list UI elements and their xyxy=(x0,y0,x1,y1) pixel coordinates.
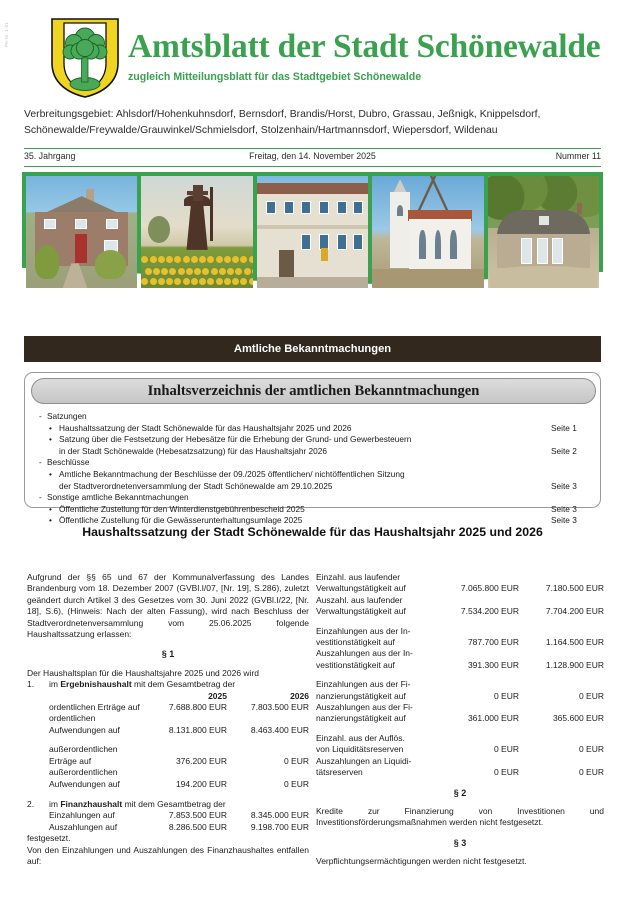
row-label-line1: Auszahlungen aus der Fi- xyxy=(316,702,413,713)
toc-entry-page: Seite 1 xyxy=(551,422,577,433)
sunflower-shape xyxy=(145,268,152,275)
sunflower-shape xyxy=(174,256,181,263)
table-row xyxy=(316,702,604,713)
paper-subtitle: zugleich Mitteilungsblatt für das Stadtgebiet Schönewalde xyxy=(128,70,422,83)
row-label-line2: nanzierungstätigkeit auf xyxy=(316,713,406,724)
sunflower-shape xyxy=(232,278,239,285)
masthead-title-block xyxy=(128,30,600,83)
section-3-label: § 3 xyxy=(453,837,467,848)
toc-entry-continuation[interactable] xyxy=(37,446,593,458)
finanzhaushalt-table xyxy=(27,810,309,833)
sunflower-shape xyxy=(199,256,206,263)
value-2026: 9.198.700 EUR xyxy=(250,821,309,832)
row-label-line2: Verwaltungstätigkeit auf xyxy=(316,606,406,617)
sunflower-shape xyxy=(199,278,206,285)
row-label-line1: außerordentlichen xyxy=(49,744,118,755)
table-cell xyxy=(519,733,604,744)
sunflower-shape xyxy=(252,268,253,275)
sunflower-shape xyxy=(207,256,214,263)
issue-volume: 35. Jahrgang xyxy=(24,151,76,161)
toc-entry-page xyxy=(551,469,593,481)
sunflower-shape xyxy=(161,268,168,275)
value-2026: 365.600 EUR xyxy=(552,713,604,724)
sunflower-shape xyxy=(183,278,190,285)
section-2-label: § 2 xyxy=(453,787,467,798)
item1-lead-pre: im xyxy=(49,679,61,690)
sunflower-shape xyxy=(249,256,253,263)
photo-banner xyxy=(22,172,603,307)
value-2026: 8.345.000 EUR xyxy=(250,810,309,821)
table-cell xyxy=(145,744,227,755)
issue-date: Freitag, den 14. November 2025 xyxy=(249,151,376,161)
year-header-2025: 2025 xyxy=(208,690,227,701)
row-label-line2: Erträge auf xyxy=(49,755,92,766)
value-2025: 7.853.500 EUR xyxy=(168,810,227,821)
value-2025: 361.000 EUR xyxy=(467,713,519,724)
table-row xyxy=(316,691,604,702)
toc-entry-text: Haushaltssatzung der Stadt Schönewalde für das Haushaltsjahr 2025 und 2026 xyxy=(59,422,352,433)
table-cell xyxy=(434,595,519,606)
sunflower-shape xyxy=(178,268,185,275)
row-label: ordentlichen Erträge auf xyxy=(49,702,140,713)
banner-photo-strip xyxy=(26,176,599,288)
cashflow-table xyxy=(316,572,604,779)
value-2026: 0 EUR xyxy=(578,690,604,701)
table-cell xyxy=(434,648,519,659)
sunflower-shape xyxy=(240,256,247,263)
row-label-line1: außerordentlichen xyxy=(49,767,118,778)
toc-entry-list xyxy=(37,411,593,527)
value-2026: 7.803.500 EUR xyxy=(250,702,309,713)
value-2026: 1.164.500 EUR xyxy=(545,637,604,648)
row-label-line2: Aufwendungen auf xyxy=(49,724,120,735)
row-label: Auszahlungen auf xyxy=(49,821,118,832)
row-label-line1: Einzahlungen aus der In- xyxy=(316,625,411,636)
classical-facade-photo xyxy=(257,176,368,288)
table-row xyxy=(316,713,604,724)
table-cell xyxy=(434,572,519,583)
sunflower-shape xyxy=(202,268,209,275)
section-1-intro: Der Haushaltsplan für die Haushaltsjahre 2025 und 2026 wird xyxy=(27,667,260,678)
row-label-line2: nanzierungstätigkeit auf xyxy=(316,690,406,701)
table-row xyxy=(316,626,604,637)
table-cell xyxy=(434,679,519,690)
row-label-line1: Auszahlungen aus der In- xyxy=(316,648,413,659)
row-label-line1: Einzahlungen aus der Fi- xyxy=(316,679,411,690)
toc-entry-text-cont: der Stadtverordnetenversammlung der Stadt Schönewalde am 29.10.2025 xyxy=(59,480,333,491)
value-2026: 7.704.200 EUR xyxy=(545,606,604,617)
bullet-icon: • xyxy=(49,434,52,445)
year-header-spacer xyxy=(27,691,145,702)
row-label-line1: Einzahl. aus der Auflös. xyxy=(316,732,405,743)
issue-info-row xyxy=(24,151,601,161)
bullet-icon: • xyxy=(49,468,52,479)
row-label-line1: Einzahl. aus laufender xyxy=(316,572,401,582)
row-label-line2: vestitionstätigkeit auf xyxy=(316,637,395,648)
brick-house-photo xyxy=(26,176,137,288)
table-row xyxy=(316,637,604,648)
divider-top xyxy=(24,148,601,149)
toc-entry-text: Satzung über die Festsetzung der Hebesätze für die Erhebung der Grund- und Gewerbesteuern xyxy=(59,434,412,445)
table-cell xyxy=(227,767,309,778)
value-2026: 0 EUR xyxy=(283,755,309,766)
table-row xyxy=(316,767,604,778)
paper-title: Amtsblatt der Stadt Schönewalde xyxy=(128,28,601,65)
sunflower-shape xyxy=(150,278,157,285)
table-cell xyxy=(227,713,309,724)
value-2025: 7.534.200 EUR xyxy=(460,606,519,617)
sunflower-shape xyxy=(232,256,239,263)
row-label-line1: Auszahlungen an Liquidi- xyxy=(316,755,412,766)
value-2025: 391.300 EUR xyxy=(467,659,519,670)
bullet-icon: • xyxy=(49,515,52,526)
article-title: Haushaltssatzung der Stadt Schönewalde für das Haushaltsjahr 2025 und 2026 xyxy=(82,525,543,539)
value-2026: 0 EUR xyxy=(578,744,604,755)
article-preamble: Aufgrund der §§ 65 und 67 der Kommunalverfassung des Landes Brandenburg vom 18. Dezember 2007 (GVBl.I/07, [Nr. 19], S.286), zuletzt geändert durch Artikel 3 des Gesetzes vom 30. Juni 2022 (GVBl.I/22, [Nr. 18], S.6), (Hinweis: Nach der alten Fassung), wird nach Beschluss der Stadtverordnetenversammlung vom 25.06.2025 folgende Haushaltssatzung erlassen: xyxy=(27,572,309,640)
value-2025: 0 EUR xyxy=(493,767,519,778)
toc-entry-text: Öffentliche Zustellung für die Gewässerunterhaltungsumlage 2025 xyxy=(59,515,303,526)
section-1-label: § 1 xyxy=(161,649,175,660)
table-cell xyxy=(145,767,227,778)
sunflower-shape xyxy=(183,256,190,263)
toc-entry-page: Seite 3 xyxy=(551,515,577,526)
sunflower-shape xyxy=(169,268,176,275)
sunflower-shape xyxy=(174,278,181,285)
table-row xyxy=(316,660,604,671)
sunflower-shape xyxy=(216,278,223,285)
article-column-left xyxy=(27,572,309,867)
table-row xyxy=(316,744,604,755)
table-cell xyxy=(519,572,604,583)
bullet-icon: • xyxy=(49,422,52,433)
sunflower-shape xyxy=(166,278,173,285)
value-2026: 1.128.900 EUR xyxy=(545,659,604,670)
toc-group-title: - Beschlüsse xyxy=(37,457,593,469)
bullet-icon: • xyxy=(49,503,52,514)
budget-item-1-lead xyxy=(27,679,309,690)
toc-entry-page: Seite 3 xyxy=(551,503,577,514)
value-2025: 0 EUR xyxy=(493,690,519,701)
row-label-line1: ordentlichen xyxy=(49,713,96,724)
official-announcements-bar xyxy=(24,336,601,362)
row-label-line1: Auszahl. aus laufender xyxy=(316,594,403,605)
budget-item-2-number: 2. xyxy=(27,798,35,809)
budget-item-2-lead xyxy=(27,799,309,810)
row-label: Einzahlungen auf xyxy=(49,810,115,821)
article-column-right xyxy=(316,572,604,868)
table-cell xyxy=(519,595,604,606)
table-row xyxy=(27,744,309,755)
section-2-text: Kredite zur Finanzierung von Investitionen und Investitionsförderungsmaßnahmen werden nicht festgesetzt. xyxy=(316,805,604,828)
table-row xyxy=(316,606,604,617)
sunflower-shape xyxy=(207,278,214,285)
row-label-line2: Aufwendungen auf xyxy=(49,778,120,789)
official-announcements-label: Amtliche Bekanntmachungen xyxy=(233,343,392,355)
toc-entry-continuation[interactable] xyxy=(37,481,593,493)
item1-lead-post: mit dem Gesamtbetrag der xyxy=(131,679,236,690)
sunflower-shape xyxy=(186,268,193,275)
sunflower-shape xyxy=(141,278,148,285)
table-row xyxy=(316,583,604,594)
toc-entry-page xyxy=(551,434,593,446)
table-cell xyxy=(519,679,604,690)
row-gap xyxy=(316,725,604,733)
table-cell xyxy=(434,702,519,713)
toc-entry[interactable] xyxy=(37,423,593,435)
toc-entry[interactable] xyxy=(37,504,593,516)
table-row xyxy=(316,572,604,583)
table-row xyxy=(316,595,604,606)
ergebnishaushalt-table xyxy=(27,691,309,790)
sunflower-shape xyxy=(166,256,173,263)
distribution-area xyxy=(24,107,604,138)
table-row xyxy=(27,725,309,736)
table-cell xyxy=(519,626,604,637)
toc-group-title: - Satzungen xyxy=(37,411,593,423)
sunflower-shape xyxy=(219,268,226,275)
sunflower-shape xyxy=(216,256,223,263)
value-2026: 0 EUR xyxy=(283,778,309,789)
toc-entry[interactable] xyxy=(37,469,593,481)
sunflower-shape xyxy=(191,256,198,263)
toc-entry-page: Seite 2 xyxy=(551,445,577,456)
value-2025: 7.065.800 EUR xyxy=(460,583,519,594)
printer-mark: PA-Nr. 1-01 xyxy=(4,22,9,47)
issue-number: Nummer 11 xyxy=(555,151,601,161)
distribution-line-1: Verbreitungsgebiet: Ahlsdorf/Hohenkuhnsdorf, Bernsdorf, Brandis/Horst, Dubro, Grassau, Jeßnigk, Knippelsdorf, xyxy=(24,109,541,120)
toc-entry[interactable] xyxy=(37,434,593,446)
sunflower-shape xyxy=(244,268,251,275)
table-row xyxy=(27,822,309,833)
sunflower-shape xyxy=(158,256,165,263)
table-cell xyxy=(519,702,604,713)
year-header-2026: 2026 xyxy=(290,690,309,701)
distribution-line-2: Schönewalde/Freywalde/Grauwinkel/Schmielsdorf, Stolzenhain/Hartmannsdorf, Wiepersdorf, Wildenau xyxy=(24,124,498,136)
sunflower-shape xyxy=(194,268,201,275)
sunflower-shape xyxy=(153,268,160,275)
sunflower-shape xyxy=(158,278,165,285)
value-2025: 194.200 EUR xyxy=(175,778,227,789)
item2-after2: Von den Einzahlungen und Auszahlungen des Finanzhaushaltes entfallen auf: xyxy=(27,844,309,866)
item2-lead-bold: Finanzhaushalt xyxy=(60,798,123,809)
budget-item-1-number: 1. xyxy=(27,679,35,690)
value-2025: 376.200 EUR xyxy=(175,755,227,766)
table-row xyxy=(27,691,309,702)
row-label-line2: von Liquiditätsreserven xyxy=(316,744,404,755)
table-row xyxy=(27,810,309,821)
toc-entry-page: Seite 3 xyxy=(551,480,577,491)
table-cell xyxy=(227,744,309,755)
row-gap xyxy=(316,618,604,626)
table-row xyxy=(27,713,309,724)
table-row xyxy=(316,733,604,744)
toc-entry-text-cont: in der Stadt Schönewalde (Hebesatzsatzung) für das Haushaltsjahr 2026 xyxy=(59,445,327,456)
table-cell xyxy=(434,626,519,637)
table-cell xyxy=(519,648,604,659)
section-3-text: Verpflichtungsermächtigungen werden nicht festgesetzt. xyxy=(316,856,527,867)
table-cell xyxy=(519,756,604,767)
masthead xyxy=(0,0,625,100)
value-2026: 8.463.400 EUR xyxy=(250,724,309,735)
sunflower-shape xyxy=(235,268,242,275)
value-2026: 0 EUR xyxy=(578,767,604,778)
table-row xyxy=(27,767,309,778)
table-row xyxy=(27,779,309,790)
value-2025: 0 EUR xyxy=(493,744,519,755)
table-row xyxy=(316,756,604,767)
sunflower-shape xyxy=(211,268,218,275)
toc-entry-text: Öffentliche Zustellung für den Winterdienstgebührenbescheid 2025 xyxy=(59,503,305,514)
barrel-roof-pavilion-photo xyxy=(488,176,599,288)
sunflower-shape xyxy=(227,268,234,275)
table-row xyxy=(316,648,604,659)
row-gap xyxy=(27,736,309,744)
table-cell xyxy=(434,733,519,744)
item2-lead-pre: im xyxy=(49,798,61,809)
row-label-line2: vestitionstätigkeit auf xyxy=(316,659,395,670)
divider-bottom xyxy=(24,166,601,167)
sunflower-shape xyxy=(191,278,198,285)
row-label-line2: Verwaltungstätigkeit auf xyxy=(316,583,406,594)
item2-lead-post: mit dem Gesamtbetrag der xyxy=(122,798,226,809)
table-cell xyxy=(434,756,519,767)
toc-heading: Inhaltsverzeichnis der amtlichen Bekanntmachungen xyxy=(31,378,596,404)
value-2025: 7.688.800 EUR xyxy=(168,702,227,713)
sunflower-shape xyxy=(150,256,157,263)
toc-entry-text: Amtliche Bekanntmachung der Beschlüsse der 09./2025 öffentlichen/ nichtöffentlichen Sitzung xyxy=(59,468,405,479)
value-2025: 8.131.800 EUR xyxy=(168,724,227,735)
row-gap xyxy=(316,671,604,679)
sunflower-shape xyxy=(224,278,231,285)
sunflower-shape xyxy=(141,256,148,263)
item1-lead-bold: Ergebnishaushalt xyxy=(60,679,132,690)
table-row xyxy=(27,756,309,767)
village-church-photo xyxy=(372,176,483,288)
coat-of-arms-icon xyxy=(50,17,120,99)
value-2025: 8.286.500 EUR xyxy=(168,821,227,832)
item2-after: festgesetzt. xyxy=(27,833,71,844)
table-of-contents xyxy=(24,372,601,526)
toc-group-title: - Sonstige amtliche Bekanntmachungen xyxy=(37,492,593,504)
value-2026: 7.180.500 EUR xyxy=(545,583,604,594)
sunflower-shape xyxy=(249,278,253,285)
row-label-line2: tätsreserven xyxy=(316,767,363,778)
sunflower-shape xyxy=(240,278,247,285)
table-cell xyxy=(145,713,227,724)
windmill-sunflowers-photo xyxy=(141,176,252,288)
sunflower-shape xyxy=(224,256,231,263)
table-row xyxy=(316,679,604,690)
table-row xyxy=(27,702,309,713)
value-2025: 787.700 EUR xyxy=(467,637,519,648)
